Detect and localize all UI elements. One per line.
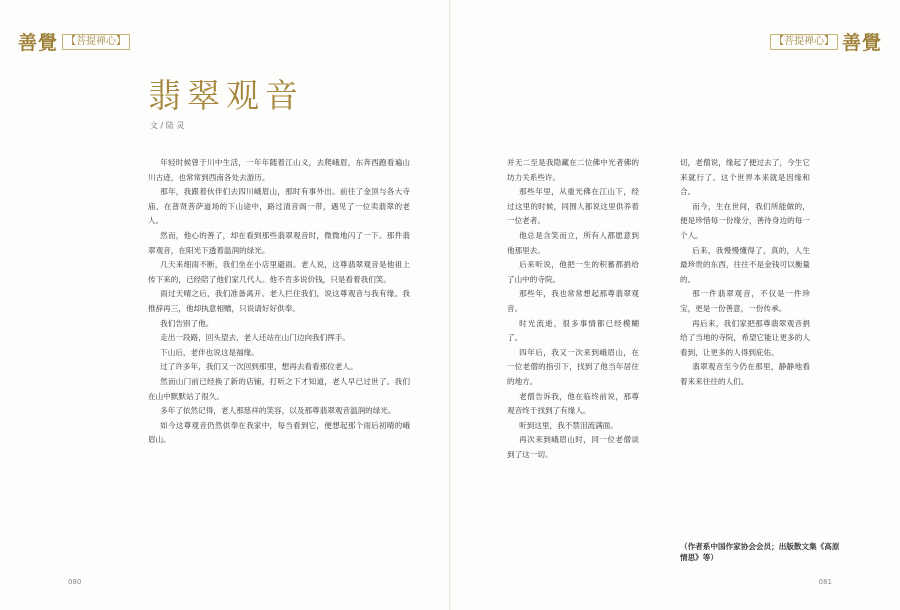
page-number-left: 080	[68, 578, 82, 586]
paragraph: 几天来细雨不断，我们坐在小店里避雨。老人说，这尊翡翠观音是他祖上传下来的，已经陪了他们家几代人。他不肯多说价钱，只是看着我们笑。	[148, 260, 410, 284]
author-source-note: （作者系中国作家协会会员；出版散文集《高原情思》等）	[680, 542, 840, 562]
article-byline: 文 / 陆 灵	[150, 121, 185, 130]
header-brand-left	[18, 28, 130, 55]
brand-logo: 善覺	[18, 32, 59, 54]
paragraph: 如今这尊观音仍然供奉在我家中，每当看到它，便想起那个雨后初晴的峨眉山。	[148, 420, 410, 445]
header-brand-right	[770, 28, 882, 55]
section-tag: 【菩提禅心】	[62, 34, 130, 50]
paragraph: 切，老僧说，缘起了便过去了，今生它来就行了。这个世界本来就是因缘和合。	[680, 158, 810, 197]
page-gutter	[449, 0, 451, 610]
paragraph: 那些年，我也常常想起那尊翡翠观音。	[507, 289, 639, 313]
paragraph: 后来听说，他把一生的积蓄都捐给了山中的寺院。	[507, 260, 639, 284]
paragraph: 四年后，我又一次来到峨眉山，在一位老僧的指引下，找到了他当年居住的地方。	[507, 347, 639, 386]
paragraph: 下山后，老伴也说这是福缘。	[160, 347, 259, 357]
paragraph: 再次来到峨眉山时，同一位老僧谈到了这一切。	[507, 435, 639, 459]
paragraph: 然而，他心的善了，却在看到那些翡翠观音时，微微地闪了一下。那件翡翠观音，在阳光下透着温润的绿光。	[148, 230, 410, 255]
paragraph: 听到这里，我不禁泪流满面。	[519, 420, 618, 430]
paragraph: 而今，生在世间，我们所能做的，便是珍惜每一份缘分，善待身边的每一个人。	[680, 201, 810, 240]
page-number-right: 081	[818, 578, 832, 586]
paragraph: 年轻时候曾于川中生活，一年年随着江山义，去爬峨眉，东奔西跑看遍山川古迹，也常常到西南各处去游历。	[148, 158, 410, 182]
paragraph: 过了许多年，我们又一次回到那里，想再去看看那位老人。	[160, 362, 358, 372]
paragraph: 他总是含笑而立，所有人都愿意到他那里去。	[507, 230, 639, 255]
text-column-1	[148, 156, 410, 448]
text-column-3	[680, 156, 810, 390]
paragraph: 再后来，我们家把那尊翡翠观音捐给了当地的寺院，希望它能让更多的人看到，让更多的人得到庇佑。	[680, 318, 810, 357]
section-tag: 【菩提禅心】	[770, 34, 838, 50]
article-title: 翡翠观音	[148, 76, 304, 115]
paragraph: 并无二至是我隐藏在二位佛中光者佛的坊力关系些许。	[507, 158, 639, 182]
paragraph: 老僧告诉我，他在临终前说，那尊观音终于找到了有缘人。	[507, 391, 639, 416]
text-column-2	[507, 156, 639, 462]
paragraph: 我们告别了他。	[160, 318, 214, 328]
paragraph: 翡翠观音至今仍在那里，静静地看着来来往往的人们。	[680, 362, 810, 386]
paragraph: 雨过天晴之后，我们准备离开。老人拦住我们，说这尊观音与我有缘。我推辞再三，他却执意相赠，只说请好好供奉。	[148, 289, 410, 313]
paragraph: 然而山门前已经换了新的店铺，打听之下才知道，老人早已过世了。我们在山中默默站了很久。	[148, 376, 410, 401]
paragraph: 那些年里，从重光佛在江山下，经过这里的时候，同围人都说这里供养着一位老者。	[507, 187, 639, 226]
paragraph: 后来，我慢慢懂得了，真的，人生最珍贵的东西，往往不是金钱可以衡量的。	[680, 245, 810, 284]
paragraph: 那年，我跟着伙伴们去四川峨眉山，那时有事外出。前往了金顶与各大寺庙，在普贤菩萨道场的下山途中，路过清音阁一带，遇见了一位卖翡翠的老人。	[148, 187, 410, 226]
paragraph: 那一件翡翠观音，不仅是一件珍宝，更是一份善意，一份传承。	[680, 289, 810, 313]
paragraph: 多年了依然记得，老人那慈祥的笑容，以及那尊翡翠观音温润的绿光。	[160, 406, 396, 416]
paragraph: 走出一段路，回头望去，老人还站在山门边向我们挥手。	[160, 333, 350, 343]
brand-logo: 善覺	[841, 32, 882, 54]
paragraph: 时光流逝，很多事情都已经模糊了。	[507, 318, 639, 343]
